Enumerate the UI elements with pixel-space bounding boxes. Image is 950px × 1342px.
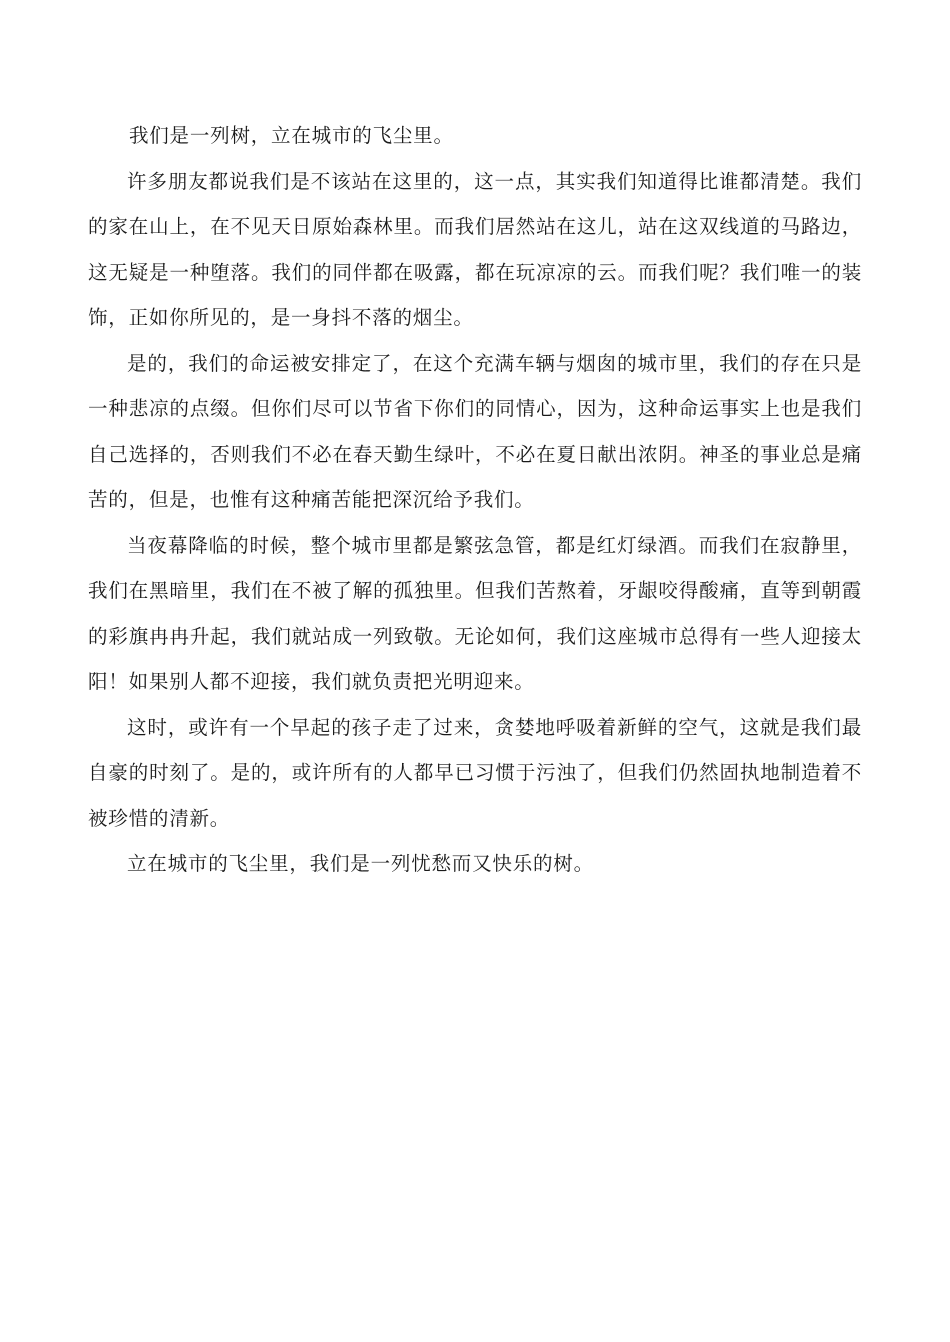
paragraph-1: 我们是一列树，立在城市的飞尘里。 xyxy=(128,124,454,147)
document-body xyxy=(88,113,862,887)
paragraph-4: 当夜幕降临的时候，整个城市里都是繁弦急管，都是红灯绿酒。而我们在寂静里，我们在黑暗里，我们在不被了解的孤独里。但我们苦熬着，牙龈咬得酸痛，直等到朝霞的彩旗冉冉升起，我们就站成一列致敬。无论如何，我们这座城市总得有一些人迎接太阳！如果别人都不迎接，我们就负责把光明迎来。 xyxy=(88,533,862,693)
paragraph-3: 是的，我们的命运被安排定了，在这个充满车辆与烟囱的城市里，我们的存在只是一种悲凉的点缀。但你们尽可以节省下你们的同情心，因为，这种命运事实上也是我们自己选择的，否则我们不必在春天勤生绿叶，不必在夏日献出浓阴。神圣的事业总是痛苦的，但是，也惟有这种痛苦能把深沉给予我们。 xyxy=(88,351,862,511)
paragraph-6: 立在城市的飞尘里，我们是一列忧愁而又快乐的树。 xyxy=(127,852,594,875)
paragraph-5: 这时，或许有一个早起的孩子走了过来，贪婪地呼吸着新鲜的空气，这就是我们最自豪的时刻了。是的，或许所有的人都早已习惯于污浊了，但我们仍然固执地制造着不被珍惜的清新。 xyxy=(88,715,862,830)
paragraph-2: 许多朋友都说我们是不该站在这里的，这一点，其实我们知道得比谁都清楚。我们的家在山上，在不见天日原始森林里。而我们居然站在这儿，站在这双线道的马路边，这无疑是一种堕落。我们的同伴都在吸露，都在玩凉凉的云。而我们呢？我们唯一的装饰，正如你所见的，是一身抖不落的烟尘。 xyxy=(88,169,862,329)
